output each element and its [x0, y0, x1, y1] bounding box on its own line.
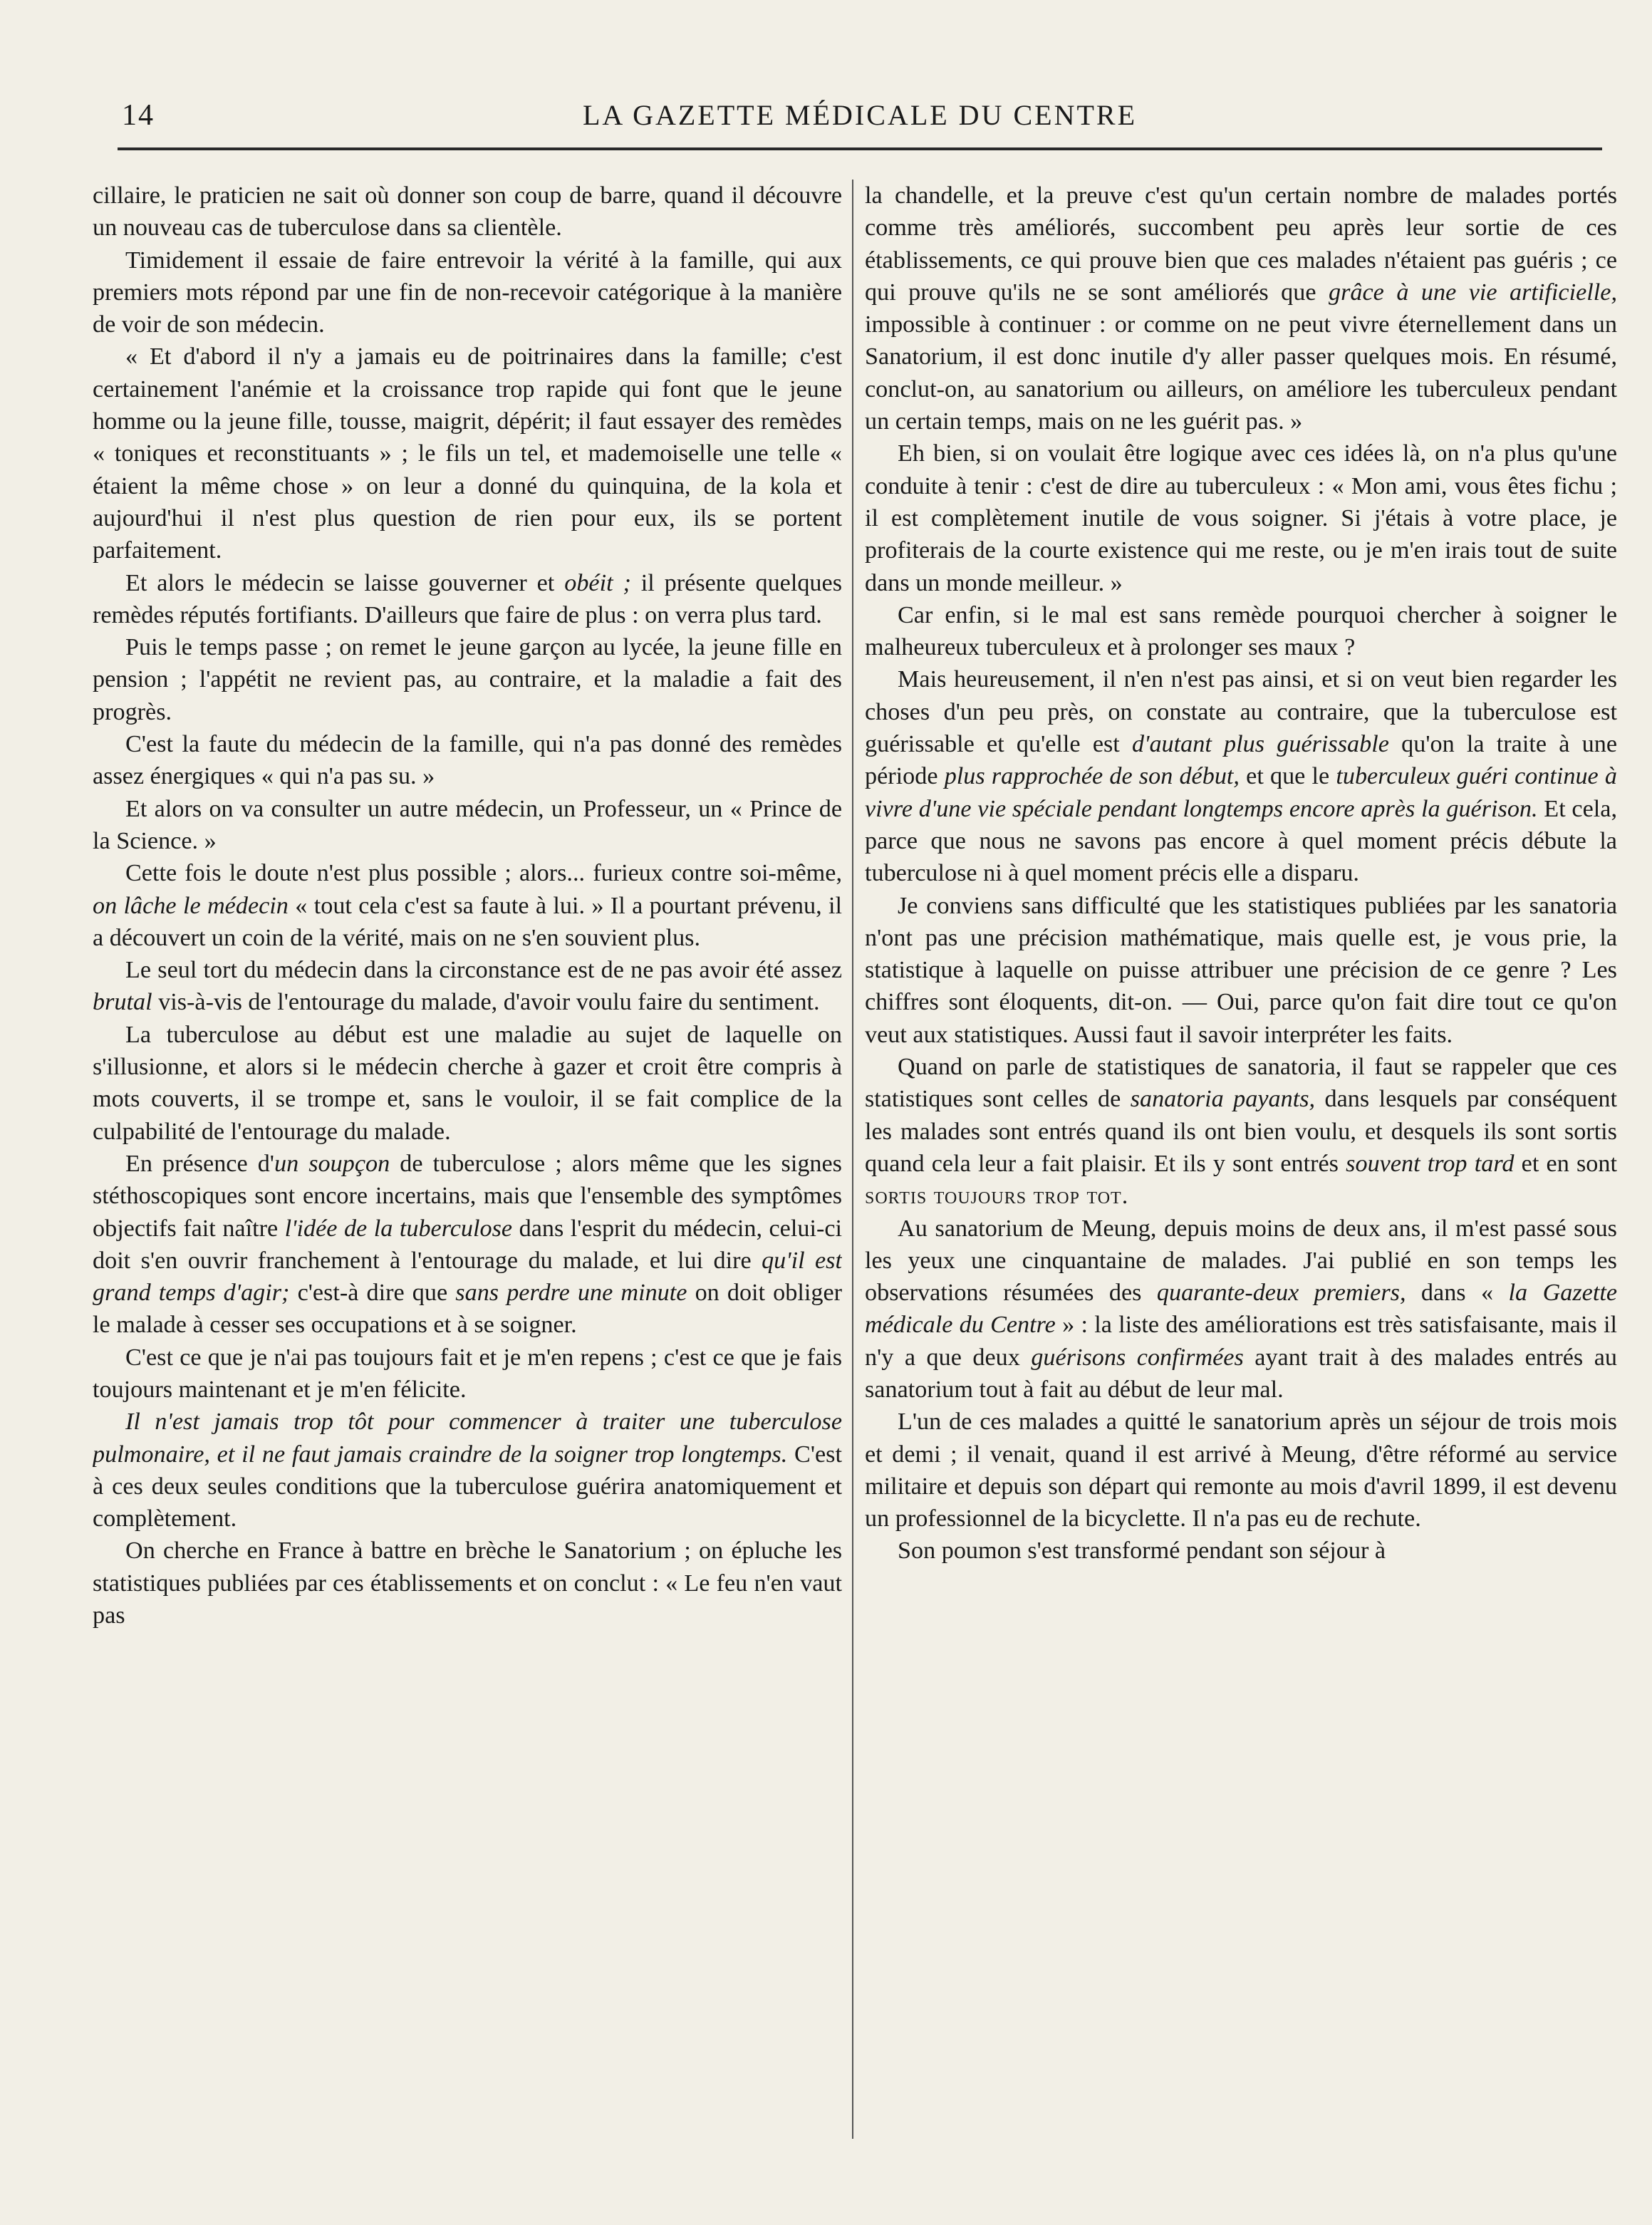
paragraph: [865, 180, 1617, 437]
paragraph: [93, 1342, 842, 1406]
paragraph: [93, 244, 842, 341]
page-number: 14: [122, 99, 155, 132]
text-run: Cette fois le doute n'est plus possible ; alors... furieux contre soi-même,: [125, 860, 842, 887]
column-divider: [852, 180, 853, 2139]
text-run: « tout cela c'est sa faute à lui. » Il a pourtant prévenu, il a découvert un coin de la vérité, mais on ne s'en souvient plus.: [93, 892, 842, 951]
italic-text: souvent trop tard: [1346, 1150, 1515, 1177]
italic-text: brutal: [93, 989, 152, 1016]
italic-text: quarante-deux premiers,: [1156, 1280, 1406, 1307]
text-run: ayant trait à des malades entrés au sanatorium tout à fait au début de leur mal.: [865, 1344, 1617, 1403]
text-run: dans «: [1406, 1280, 1509, 1307]
italic-text: la Gazette médicale du Centre: [865, 1280, 1617, 1339]
paragraph: [93, 728, 842, 793]
paragraph: [93, 631, 842, 728]
paragraph: [865, 1406, 1617, 1535]
italic-text: d'autant plus guérissable: [1132, 731, 1389, 758]
paragraph: [865, 437, 1617, 598]
text-run: Eh bien, si on voulait être logique avec ces idées là, on n'a plus qu'une conduite à tenir : c'est de dire au tuberculeux : « Mon ami, vous êtes fichu ; il est complètement inutile de vous soigner. Si j'étais à votre place, je profiterais de la courte existence qui me reste, ou je m'en irais tout de suite dans un monde meilleur. »: [865, 440, 1617, 596]
italic-text: un soupçon: [274, 1150, 390, 1177]
text-run: L'un de ces malades a quitté le sanatorium après un séjour de trois mois et demi ; il venait, quand il est arrivé à Meung, d'être réformé au service militaire et depuis son départ qui remonte au mois d'avril 1899, il est devenu un professionnel de la bicyclette. Il n'a pas eu de rechute.: [865, 1409, 1617, 1532]
text-run: Timidement il essaie de faire entrevoir la vérité à la famille, qui aux premiers mots répond par une fin de non-recevoir catégorique à la manière de voir de son médecin.: [93, 247, 842, 338]
italic-text: guérisons confirmées: [1031, 1344, 1244, 1371]
text-run: C'est la faute du médecin de la famille, qui n'a pas donné des remèdes assez énergiques « qui n'a pas su. »: [93, 731, 842, 790]
text-run: La tuberculose au début est une maladie au sujet de laquelle on s'illusionne, et alors si le médecin cherche à gazer et croit être compris à mots couverts, il se trompe et, sans le vouloir, il se fait complice de la culpabilité de l'entourage du malade.: [93, 1021, 842, 1145]
right-column: [865, 180, 1617, 2147]
paragraph: [865, 599, 1617, 664]
paragraph: [93, 1148, 842, 1342]
header-rule: [118, 147, 1602, 150]
text-run: et en sont: [1514, 1150, 1617, 1177]
text-run: Et cela, parce que nous ne savons pas encore à quel moment précis débute la tuberculose ni à quel moment précis elle a disparu.: [865, 795, 1617, 887]
page-header: [118, 98, 1602, 141]
paragraph: [93, 793, 842, 858]
text-run: Et alors le médecin se laisse gouverner et: [125, 569, 565, 596]
text-run: c'est-à dire que: [289, 1280, 456, 1307]
text-run: qu'on la traite à une période: [865, 731, 1617, 790]
text-run: C'est ce que je n'ai pas toujours fait et je m'en repens ; c'est ce que je fais toujours maintenant et je m'en félicite.: [93, 1344, 842, 1403]
paragraph: [865, 1535, 1617, 1567]
italic-text: Il n'est jamais trop tôt pour commencer à traiter une tuberculose pulmonaire, et il ne faut jamais craindre de la soigner trop longtemps.: [93, 1409, 842, 1468]
text-run: il présente quelques remèdes réputés fortifiants. D'ailleurs que faire de plus : on verra plus tard.: [93, 569, 842, 628]
italic-text: on lâche le médecin: [93, 892, 289, 919]
text-run: Au sanatorium de Meung, depuis moins de deux ans, il m'est passé sous les yeux une cinquantaine de malades. J'ai publié en son temps les observations résumées des: [865, 1215, 1617, 1307]
paragraph: [93, 180, 842, 244]
italic-text: plus rapprochée de son début,: [944, 763, 1240, 790]
text-run: Puis le temps passe ; on remet le jeune garçon au lycée, la jeune fille en pension ; l'appétit ne revient pas, au contraire, et la maladie a fait des progrès.: [93, 634, 842, 725]
left-column: [93, 180, 842, 2147]
text-run: la chandelle, et la preuve c'est qu'un certain nombre de malades portés comme très améliorés, succombent peu après leur sortie de ces établissements, ce qui prouve bien que ces malades n'étaient pas guéris ; ce qui prouve qu'ils ne se sont améliorés que: [865, 182, 1617, 306]
paragraph: [93, 954, 842, 1019]
running-title: LA GAZETTE MÉDICALE DU CENTRE: [582, 99, 1137, 131]
text-run: et que le: [1239, 763, 1336, 790]
text-run: Quand on parle de statistiques de sanatoria, il faut se rappeler que ces statistiques sont celles de: [865, 1054, 1617, 1113]
italic-text: qu'il est grand temps d'agir;: [93, 1247, 842, 1307]
text-run: Son poumon s'est transformé pendant son séjour à: [898, 1537, 1386, 1565]
text-run: Car enfin, si le mal est sans remède pourquoi chercher à soigner le malheureux tuberculeux et à prolonger ses maux ?: [865, 601, 1617, 661]
italic-text: sans perdre une minute: [455, 1280, 687, 1307]
paragraph: [865, 663, 1617, 889]
text-run: de tuberculose ; alors même que les signes stéthoscopiques sont encore incertains, mais que l'ensemble des symptômes objectifs fait naître: [93, 1150, 842, 1242]
small-caps-text: sortis toujours trop tot.: [865, 1183, 1129, 1210]
italic-text: obéit ;: [564, 569, 631, 596]
text-run: Mais heureusement, il n'en n'est pas ainsi, et si on veut bien regarder les choses d'un peu près, on constate au contraire, que la tuberculose est guérissable et qu'elle est: [865, 666, 1617, 758]
paragraph: [93, 1019, 842, 1148]
italic-text: grâce à une vie artificielle,: [1329, 279, 1617, 306]
text-run: impossible à continuer : or comme on ne peut vivre éternellement dans un Sanatorium, il est donc inutile d'y aller passer quelques mois. En résumé, conclut-on, au sanatorium ou ailleurs, on améliore les tuberculeux pendant un certain temps, mais on ne les guérit pas. »: [865, 311, 1617, 435]
text-run: « Et d'abord il n'y a jamais eu de poitrinaires dans la famille; c'est certainement l'anémie et la croissance trop rapide qui font que le jeune homme ou la jeune fille, tousse, maigrit, dépérit; il faut essayer des remèdes « toniques et reconstituants » ; le fils un tel, et mademoiselle une telle « étaient la même chose » on leur a donné du quinquina, de la kola et aujourd'hui il n'est plus question de rien pour eux, ils se portent parfaitement.: [93, 343, 842, 564]
italic-text: sanatoria payants,: [1130, 1086, 1316, 1113]
paragraph: [865, 1213, 1617, 1406]
italic-text: l'idée de la tuberculose: [284, 1215, 513, 1242]
text-run: On cherche en France à battre en brèche le Sanatorium ; on épluche les statistiques publiées par ces établissements et on conclut : « Le feu n'en vaut pas: [93, 1537, 842, 1629]
paragraph: [865, 890, 1617, 1051]
text-run: » : la liste des améliorations est très satisfaisante, mais il n'y a que deux: [865, 1312, 1617, 1371]
text-run: En présence d': [125, 1150, 274, 1177]
italic-text: tuberculeux guéri continue à vivre d'une vie spéciale pendant longtemps encore après la guérison.: [865, 763, 1617, 822]
paragraph: [93, 1535, 842, 1632]
text-run: dans l'esprit du médecin, celui-ci doit s'en ouvrir franchement à l'entourage du malade, et lui dire: [93, 1215, 842, 1274]
text-run: cillaire, le praticien ne sait où donner son coup de barre, quand il découvre un nouveau cas de tuberculose dans sa clientèle.: [93, 182, 842, 242]
text-run: Le seul tort du médecin dans la circonstance est de ne pas avoir été assez: [125, 957, 842, 984]
text-run: on doit obliger le malade à cesser ses occupations et à se soigner.: [93, 1280, 842, 1339]
text-run: Je conviens sans difficulté que les statistiques publiées par les sanatoria n'ont pas une précision mathématique, mais quelle est, je vous prie, la statistique à laquelle on puisse attribuer une précision de ce genre ? Les chiffres sont éloquents, dit-on. — Oui, parce qu'on fait dire tout ce qu'on veut aux statistiques. Aussi faut il savoir interpréter les faits.: [865, 892, 1617, 1048]
paragraph: [93, 567, 842, 632]
paragraph: [93, 341, 842, 566]
paragraph: [93, 857, 842, 954]
text-run: dans lesquels par conséquent les malades sont entrés quand ils ont bien voulu, et desquels ils sont sortis quand cela leur a fait plaisir. Et ils y sont entrés: [865, 1086, 1617, 1177]
text-run: Et alors on va consulter un autre médecin, un Professeur, un « Prince de la Science. »: [93, 795, 842, 854]
paragraph: [865, 1051, 1617, 1212]
text-run: vis-à-vis de l'entourage du malade, d'avoir voulu faire du sentiment.: [152, 989, 820, 1016]
text-run: C'est à ces deux seules conditions que la tuberculose guérira anatomiquement et complètement.: [93, 1441, 842, 1532]
paragraph: [93, 1406, 842, 1535]
